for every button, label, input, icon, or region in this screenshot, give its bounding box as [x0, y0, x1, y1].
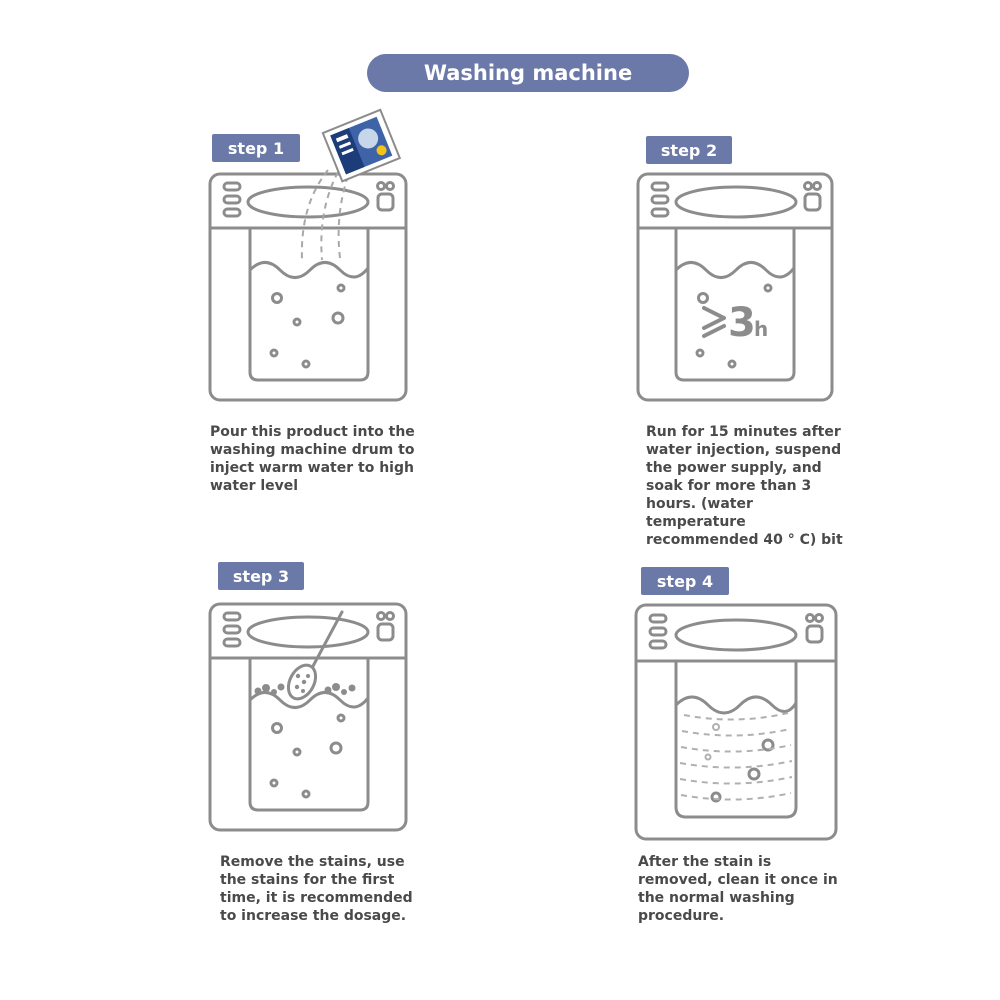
detergent-packet-icon: [323, 110, 400, 181]
page-title: Washing machine: [367, 54, 689, 92]
greater-or-equal-icon: [704, 308, 724, 336]
step-1-illustration: [200, 110, 420, 410]
machine-lid: [248, 617, 368, 647]
duration-unit: h: [754, 317, 769, 341]
drum: [676, 661, 796, 817]
knob-icon: [378, 624, 393, 640]
duration-value: 3: [728, 300, 756, 346]
machine-lid: [676, 620, 796, 650]
step-2-description: Run for 15 minutes after water injection, suspend the power supply, and soak for more than 3 hours. (water temperature recommended 40 ° C) bit: [646, 424, 843, 548]
knob-icon: [805, 194, 820, 210]
knob-icon: [378, 194, 393, 210]
step-4-badge: step 4: [641, 567, 729, 595]
machine-lid: [248, 187, 368, 217]
step-3-badge: step 3: [218, 562, 304, 590]
step-1-badge: step 1: [212, 134, 300, 162]
step-3-illustration: [200, 540, 420, 840]
step-1-description: Pour this product into the washing machine drum to inject warm water to high water level: [210, 424, 415, 494]
knob-icon: [807, 626, 822, 642]
step-3-description: Remove the stains, use the stains for the first time, it is recommended to increase the dosage.: [220, 854, 413, 924]
step-4-description: After the stain is removed, clean it once in the normal washing procedure.: [638, 854, 838, 924]
swirl-lines: [680, 713, 792, 800]
step-2-illustration: [628, 110, 848, 410]
drum: [250, 228, 368, 380]
machine-lid: [676, 187, 796, 217]
step-2-badge: step 2: [646, 136, 732, 164]
step-4-illustration: [626, 545, 846, 845]
